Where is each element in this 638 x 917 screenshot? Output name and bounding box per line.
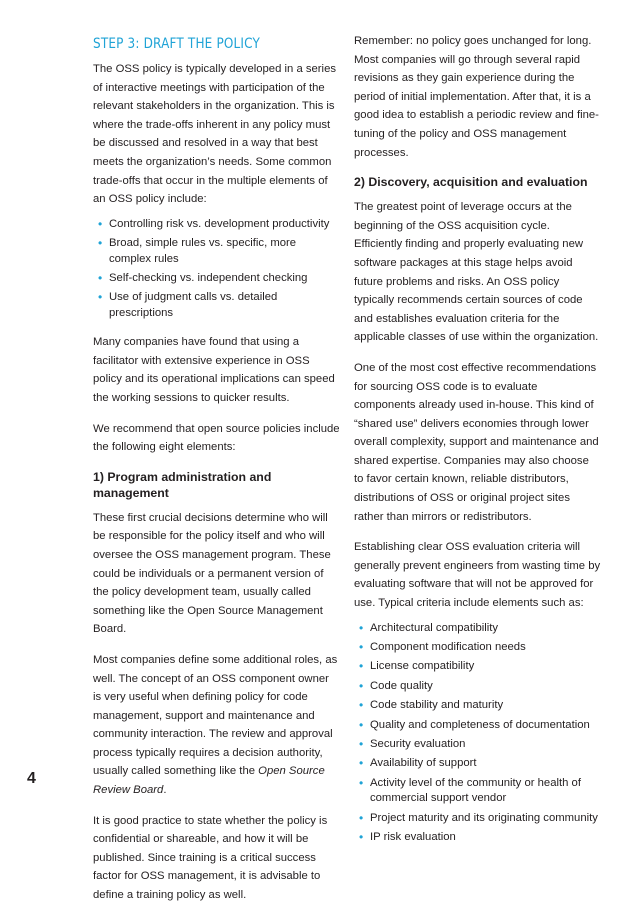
list-item: • Use of judgment calls vs. detailed prescriptions <box>98 290 278 319</box>
bullet-icon: • <box>359 620 364 635</box>
program-paragraph: These first crucial decisions determine who will be responsible for the policy itself and who will oversee the OSS management program. These could be individuals or a permanent version of the policy development team, usually called something like the Open Source Management Board. <box>93 511 331 636</box>
sourcing-paragraph: One of the most cost effective recommendations for sourcing OSS code is to evaluate components already used in-house. This kind of “shared use” delivers economies through lower overall complexity, support and maintenance and shared expertise. Companies may also choose to favor certain known, reliable distributors, distributions of OSS or original project sites rather than mirrors or redistributors. <box>354 361 599 523</box>
bullet-icon: • <box>359 830 364 845</box>
bullet-icon: • <box>98 216 103 231</box>
list-item: • Availability of support <box>359 756 477 771</box>
list-item: • Activity level of the community or health of commercial support vendor <box>359 775 581 805</box>
bullet-icon: • <box>98 236 103 251</box>
list-item: • Code stability and maturity <box>359 698 504 713</box>
bullet-icon: • <box>359 678 364 693</box>
facilitator-paragraph: Many companies have found that using a facilitator with extensive experience in OSS policy and its operational implications can speed the working sessions to quicker results. <box>93 336 335 404</box>
list-item: • Broad, simple rules vs. specific, more complex rules <box>98 236 297 265</box>
elements-paragraph: We recommend that open source policies include the following eight elements: <box>93 422 340 454</box>
bullet-icon: • <box>359 640 364 655</box>
tradeoffs-list <box>93 217 340 321</box>
training-paragraph: It is good practice to state whether the policy is confidential or shareable, and how it will be published. Since training is a critical success factor for OSS management, it is advisable to define a training policy as well. <box>93 814 328 902</box>
page-number: 4 <box>27 770 36 787</box>
bullet-icon: • <box>359 659 364 674</box>
list-item: • Project maturity and its originating community <box>359 810 598 825</box>
intro-paragraph: The OSS policy is typically developed in a series of interactive meetings with participation of the relevant stakeholders in the organization. This is where the trade-offs inherent in any policy must be discussed and resolved in a way that best meets the organization’s needs. Some common trade-offs that occur in the multiple elements of an OSS policy include: <box>93 63 336 206</box>
bullet-icon: • <box>98 290 103 305</box>
leverage-paragraph: The greatest point of leverage occurs at the beginning of the OSS acquisition cycle. Efficiently finding and properly evaluating new software packages at this stage helps avoid future problems and risks. An OSS policy typically recommends certain sources of code and establishes evaluation criteria for the applicable classes of use within the organization. <box>354 201 599 344</box>
bullet-icon: • <box>359 717 364 732</box>
list-item: • Architectural compatibility <box>359 620 499 635</box>
bullet-icon: • <box>359 737 364 752</box>
right-column <box>354 32 601 858</box>
bullet-icon: • <box>98 270 103 285</box>
heading-program-administration: 1) Program administration and management <box>93 469 272 500</box>
list-item: • IP risk evaluation <box>359 830 456 845</box>
review-board-term: Open Source Review Board <box>93 765 325 797</box>
bullet-icon: • <box>359 756 364 771</box>
heading-discovery: 2) Discovery, acquisition and evaluation <box>354 175 588 190</box>
bullet-icon: • <box>359 775 364 790</box>
bullet-icon: • <box>359 810 364 825</box>
section-title: STEP 3: DRAFT THE POLICY <box>93 36 261 52</box>
left-column <box>93 32 340 917</box>
criteria-paragraph: Establishing clear OSS evaluation criteria will generally prevent engineers from wasting time by evaluating software that will not be approved for use. Typical criteria include elements such as: <box>354 541 601 610</box>
list-item: • License compatibility <box>359 659 475 674</box>
list-item: • Security evaluation <box>359 737 466 752</box>
bullet-icon: • <box>359 698 364 713</box>
list-item: • Component modification needs <box>359 640 526 655</box>
list-item: • Code quality <box>359 678 433 693</box>
criteria-list <box>354 621 601 846</box>
list-item: • Controlling risk vs. development productivity <box>98 216 330 231</box>
list-item: • Self-checking vs. independent checking <box>98 270 308 285</box>
list-item: • Quality and completeness of documentation <box>359 717 590 732</box>
roles-paragraph: Most companies define some additional roles, as well. The concept of an OSS component owner is very useful when defining policy for code management, support and maintenance and community interaction. The review and approval process typically requires a decision authority, usually called something like the Open Source Review Board. <box>93 653 338 797</box>
revisions-paragraph: Remember: no policy goes unchanged for long. Most companies will go through several rapid revisions as they gain experience during the period of initial implementation. After that, it is a good idea to establish a periodic review and fine-tuning of the policy and OSS management processes. <box>354 35 599 159</box>
